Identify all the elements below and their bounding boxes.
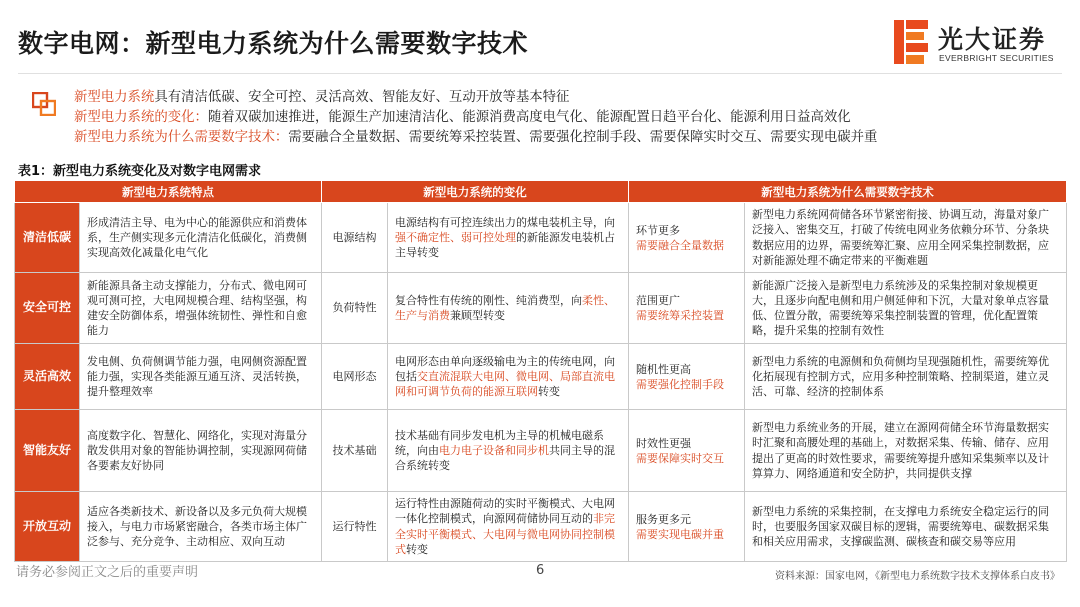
change-category: 运行特性 [322, 492, 388, 562]
feature-desc: 发电侧、负荷侧调节能力强，电网侧资源配置能力强，实现各类能源互通互济、灵活转换，提升整理效率 [80, 344, 322, 410]
table-header-row [15, 181, 1067, 203]
table-row [15, 492, 1067, 562]
table-row [15, 344, 1067, 410]
disclaimer-note: 请务必参阅正文之后的重要声明 [16, 565, 199, 580]
table-caption: 表1：新型电力系统变化及对数字电网需求 [18, 164, 262, 179]
need-label: 环节更多 需要融合全量数据 [629, 203, 745, 273]
summary-line-changes: 新型电力系统的变化：随着双碳加速推进，能源生产加速清洁化、能源消费高度电气化、能源配置日趋平台化、能源利用日益高效化 [74, 110, 851, 125]
nested-squares-icon [32, 92, 56, 116]
table-row [15, 410, 1067, 492]
change-desc: 电网形态由单向逐级输电为主的传统电网，向包括交直流混联大电网、微电网、局部直流电网和可调节负荷的能源互联网转变 [388, 344, 629, 410]
logo-chinese-name: 光大证券 [938, 25, 1047, 54]
feature-desc: 新能源具备主动支撑能力，分布式、微电网可观可测可控，大电网规模合理、结构坚强，构建安全防御体系，增强体统韧性、弹性和自愈能力 [80, 273, 322, 344]
need-label: 服务更多元 需要实现电碳并重 [629, 492, 745, 562]
need-detail: 新能源广泛接入是新型电力系统涉及的采集控制对象规模更大，且逐步向配电侧和用户侧延伸和下沉，大量对象单点容量低、位置分散，需要统筹采集控制装置的管理，优化配置策略，提升采集的控制有效性 [745, 273, 1067, 344]
need-label: 范围更广 需要统筹采控装置 [629, 273, 745, 344]
feature-desc: 形成清洁主导、电为中心的能源供应和消费体系，生产侧实现多元化清洁化低碳化，消费侧实现高效化减量化电气化 [80, 203, 322, 273]
change-category: 电源结构 [322, 203, 388, 273]
need-detail: 新型电力系统的采集控制，在支撑电力系统安全稳定运行的同时，也要服务国家双碳目标的逻辑，需要统筹电、碳数据采集和相关应用需求，支撑碳监测、碳核查和碳交易等应用 [745, 492, 1067, 562]
feature-cell: 灵活高效 [15, 344, 80, 410]
title-divider [18, 73, 1062, 74]
need-detail: 新型电力系统网荷储各环节紧密衔接、协调互动，海量对象广泛接入、密集交互，打破了传统电网业务依赖分环节、分条块数据应用的边界，需要统筹汇聚、应用全网采集控制数据，应对新能源处理不确定带来的平衡难题 [745, 203, 1067, 273]
need-detail: 新型电力系统的电源侧和负荷侧均呈现强随机性，需要统筹优化拓展现有控制方式，应用多种控制策略、控制渠道，建立灵活、可靠、经济的控制体系 [745, 344, 1067, 410]
change-category: 负荷特性 [322, 273, 388, 344]
source-note: 资料来源：国家电网，《新型电力系统数字技术支撑体系白皮书》 [775, 571, 1060, 582]
header-why-digital: 新型电力系统为什么需要数字技术 [629, 181, 1067, 203]
summary-line-features: 新型电力系统具有清洁低碳、安全可控、灵活高效、智能友好、互动开放等基本特征 [74, 90, 570, 105]
brand-logo [892, 14, 1062, 70]
change-category: 电网形态 [322, 344, 388, 410]
change-desc: 复合特性有传统的刚性、纯消费型，向柔性、生产与消费兼顾型转变 [388, 273, 629, 344]
change-desc: 电源结构有可控连续出力的煤电装机主导，向强不确定性、弱可控处理的新能源发电装机占主导转变 [388, 203, 629, 273]
header-changes: 新型电力系统的变化 [322, 181, 629, 203]
table-row [15, 203, 1067, 273]
feature-cell: 清洁低碳 [15, 203, 80, 273]
feature-cell: 开放互动 [15, 492, 80, 562]
feature-cell: 智能友好 [15, 410, 80, 492]
feature-desc: 高度数字化、智慧化、网络化，实现对海量分散发供用对象的智能协调控制，实现源网荷储各要素友好协同 [80, 410, 322, 492]
need-label: 时效性更强 需要保障实时交互 [629, 410, 745, 492]
header-features: 新型电力系统特点 [15, 181, 322, 203]
change-desc: 运行特性由源随荷动的实时平衡模式、大电网一体化控制模式，向源网荷储协同互动的非完全实时平衡模式、大电网与微电网协同控制模式转变 [388, 492, 629, 562]
page-title: 数字电网：新型电力系统为什么需要数字技术 [18, 29, 529, 58]
summary-line-why-digital: 新型电力系统为什么需要数字技术：需要融合全量数据、需要统筹采控装置、需要强化控制手段、需要保障实时交互、需要实现电碳并重 [74, 130, 878, 145]
logo-english-name: EVERBRIGHT SECURITIES [939, 53, 1054, 63]
everbright-logo-icon [894, 20, 930, 64]
table-row [15, 273, 1067, 344]
need-label: 随机性更高 需要强化控制手段 [629, 344, 745, 410]
requirements-table [14, 180, 1067, 562]
need-detail: 新型电力系统业务的开展，建立在源网荷储全环节海量数据实时汇聚和高腰处理的基础上，对数据采集、传输、储存、应用提出了更高的时效性要求，需要统筹提升感知采集频率以及计算算力、网络通道和安全防护，共同提供支撑 [745, 410, 1067, 492]
feature-desc: 适应各类新技术、新设备以及多元负荷大规模接入，与电力市场紧密融合，各类市场主体广泛参与、充分竞争、主动相应、双向互动 [80, 492, 322, 562]
change-category: 技术基础 [322, 410, 388, 492]
feature-cell: 安全可控 [15, 273, 80, 344]
change-desc: 技术基础有同步发电机为主导的机械电磁系统，向由电力电子设备和同步机共同主导的混合系统转变 [388, 410, 629, 492]
page-number: 6 [536, 563, 545, 578]
